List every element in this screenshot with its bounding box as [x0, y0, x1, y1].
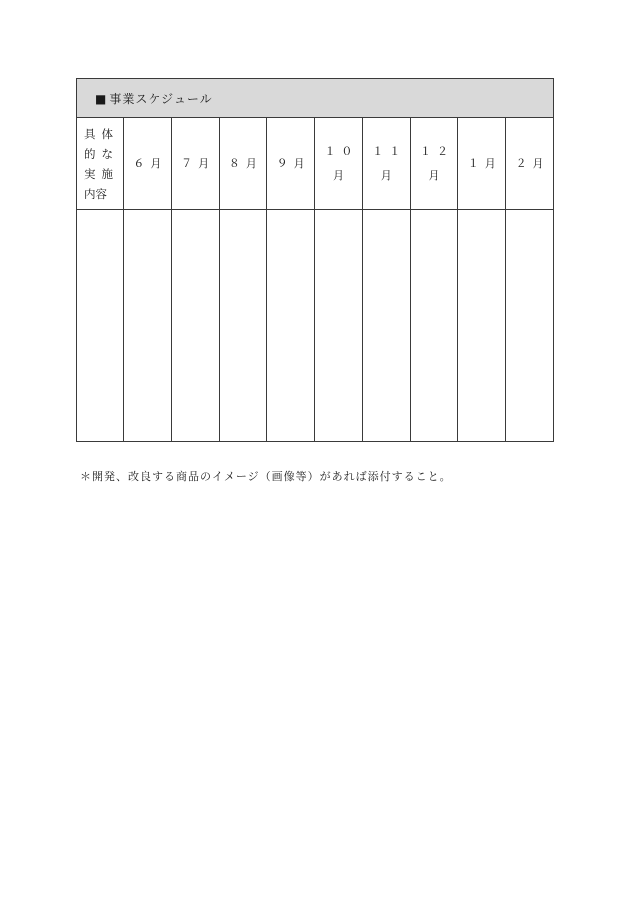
row-label-char: 的	[84, 146, 96, 161]
square-bullet-icon: ■	[95, 91, 108, 106]
month-label: ６月	[133, 156, 168, 170]
row-label-char: 具	[84, 126, 96, 141]
month-label: ２月	[515, 156, 550, 170]
row-label-line	[77, 164, 123, 184]
month-header	[219, 118, 267, 210]
month-header	[362, 118, 410, 210]
month-header	[506, 118, 554, 210]
row-label-char: 施	[101, 166, 113, 181]
row-label-line	[77, 144, 123, 164]
row-label-char: な	[101, 146, 113, 161]
month-label: ９月	[276, 156, 311, 170]
attachment-note: ＊開発、改良する商品のイメージ（画像等）があれば添付すること。	[80, 470, 452, 483]
content-cell-label[interactable]	[77, 210, 124, 442]
content-cell-jan[interactable]	[458, 210, 506, 442]
month-header	[315, 118, 363, 210]
header-row	[77, 118, 554, 210]
month-header	[410, 118, 458, 210]
month-number: １０	[324, 144, 359, 158]
content-row	[77, 210, 554, 442]
row-label-char: 体	[101, 126, 113, 141]
month-number: １１	[372, 144, 407, 158]
month-header	[171, 118, 219, 210]
month-suffix: 月	[428, 168, 446, 182]
content-cell-nov[interactable]	[362, 210, 410, 442]
month-header	[458, 118, 506, 210]
month-suffix: 月	[380, 168, 398, 182]
row-label-char: 内容	[84, 186, 107, 201]
section-title	[77, 79, 554, 118]
content-cell-feb[interactable]	[506, 210, 554, 442]
month-header	[267, 118, 315, 210]
month-number: １２	[419, 144, 454, 158]
month-header	[124, 118, 172, 210]
content-cell-sep[interactable]	[267, 210, 315, 442]
row-label-line	[77, 184, 123, 204]
month-suffix: 月	[332, 168, 350, 182]
month-label: ８月	[228, 156, 263, 170]
content-cell-oct[interactable]	[315, 210, 363, 442]
content-cell-jul[interactable]	[171, 210, 219, 442]
content-cell-jun[interactable]	[124, 210, 172, 442]
section-title-text: 事業スケジュール	[109, 91, 213, 106]
row-label-cell	[77, 118, 124, 210]
row-label-char: 実	[84, 166, 96, 181]
content-cell-aug[interactable]	[219, 210, 267, 442]
content-cell-dec[interactable]	[410, 210, 458, 442]
month-label: １月	[467, 156, 502, 170]
row-label-line	[77, 124, 123, 144]
month-label: ７月	[181, 156, 216, 170]
schedule-table	[76, 78, 554, 442]
